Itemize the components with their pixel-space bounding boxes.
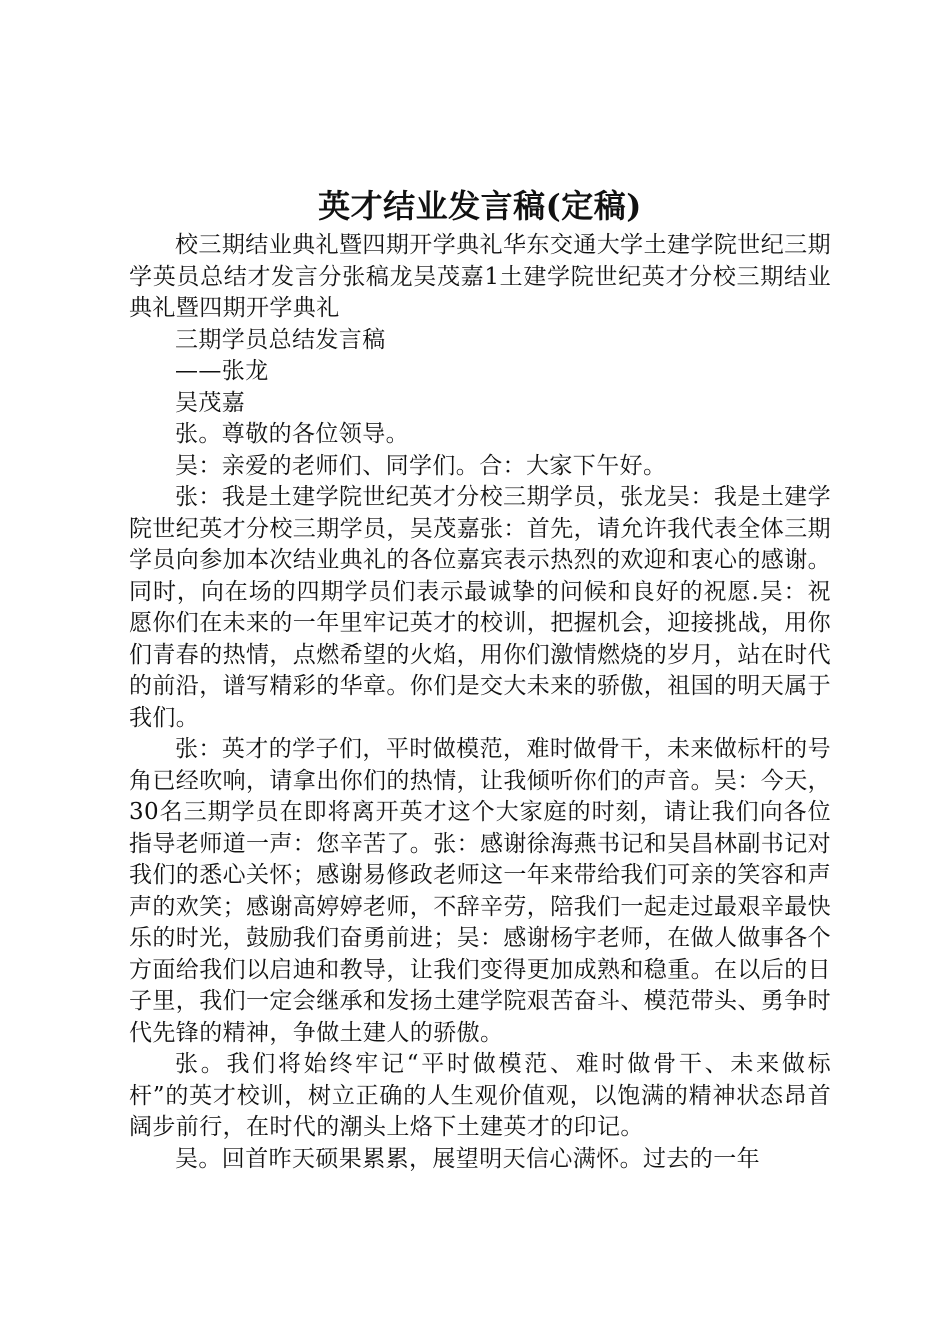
paragraph-introduction: 张：我是土建学院世纪英才分校三期学员，张龙吴：我是土建学院世纪英才分校三期学员，吴茂嘉张：首先，请允许我代表全体三期学员向参加本次结业典礼的各位嘉宾表示热烈的欢迎和衷心的感谢。同时，向在场的四期学员们表示最诚挚的问候和良好的祝愿.吴：祝愿你们在未来的一年里牢记英才的校训，把握机会，迎接挑战，用你们青春的热情，点燃希望的火焰，用你们激情燃烧的岁月，站在时代的前沿，谱写精彩的华章。你们是交大未来的骄傲，祖国的明天属于我们。 [129,484,831,731]
document-page [129,186,831,1175]
paragraph-subtitle: 三期学员总结发言稿 [175,326,386,353]
paragraph-greeting-zhang: 张。尊敬的各位领导。 [175,421,409,447]
paragraph-intro: 校三期结业典礼暨四期开学典礼华东交通大学土建学院世纪三期学英员总结才发言分张稿龙吴茂嘉1土建学院世纪英才分校三期结业典礼暨四期开学典礼 [129,232,831,321]
paragraph-motto: 张。我们将始终牢记“平时做模范、难时做骨干、未来做标杆”的英才校训，树立正确的人生观价值观，以饱满的精神状态昂首阔步前行，在时代的潮头上烙下土建英才的印记。 [129,1051,831,1140]
paragraph-closing: 吴。回首昨天硕果累累，展望明天信心满怀。过去的一年 [175,1145,760,1172]
paragraph-author-zhang: ——张龙 [175,358,269,384]
paragraph-thanks: 张：英才的学子们，平时做模范，难时做骨干，未来做标杆的号角已经吹响，请拿出你们的热情，让我倾听你们的声音。吴：今天，30名三期学员在即将离开英才这个大家庭的时刻，请让我们向各位指导老师道一声：您辛苦了。张：感谢徐海燕书记和吴昌林副书记对我们的悉心关怀；感谢易修政老师这一年来带给我们可亲的笑容和声声的欢笑；感谢高婷婷老师，不辞辛劳，陪我们一起走过最艰辛最快乐的时光，鼓励我们奋勇前进；吴：感谢杨宇老师，在做人做事各个方面给我们以启迪和教导，让我们变得更加成熟和稳重。在以后的日子里，我们一定会继承和发扬土建学院艰苦奋斗、模范带头、勇争时代先锋的精神，争做土建人的骄傲。 [129,736,831,1046]
paragraph-author-wu: 吴茂嘉 [175,389,246,416]
document-title: 英才结业发言稿(定稿) [318,187,642,225]
paragraph-greeting-wu: 吴：亲爱的老师们、同学们。合：大家下午好。 [175,452,667,479]
